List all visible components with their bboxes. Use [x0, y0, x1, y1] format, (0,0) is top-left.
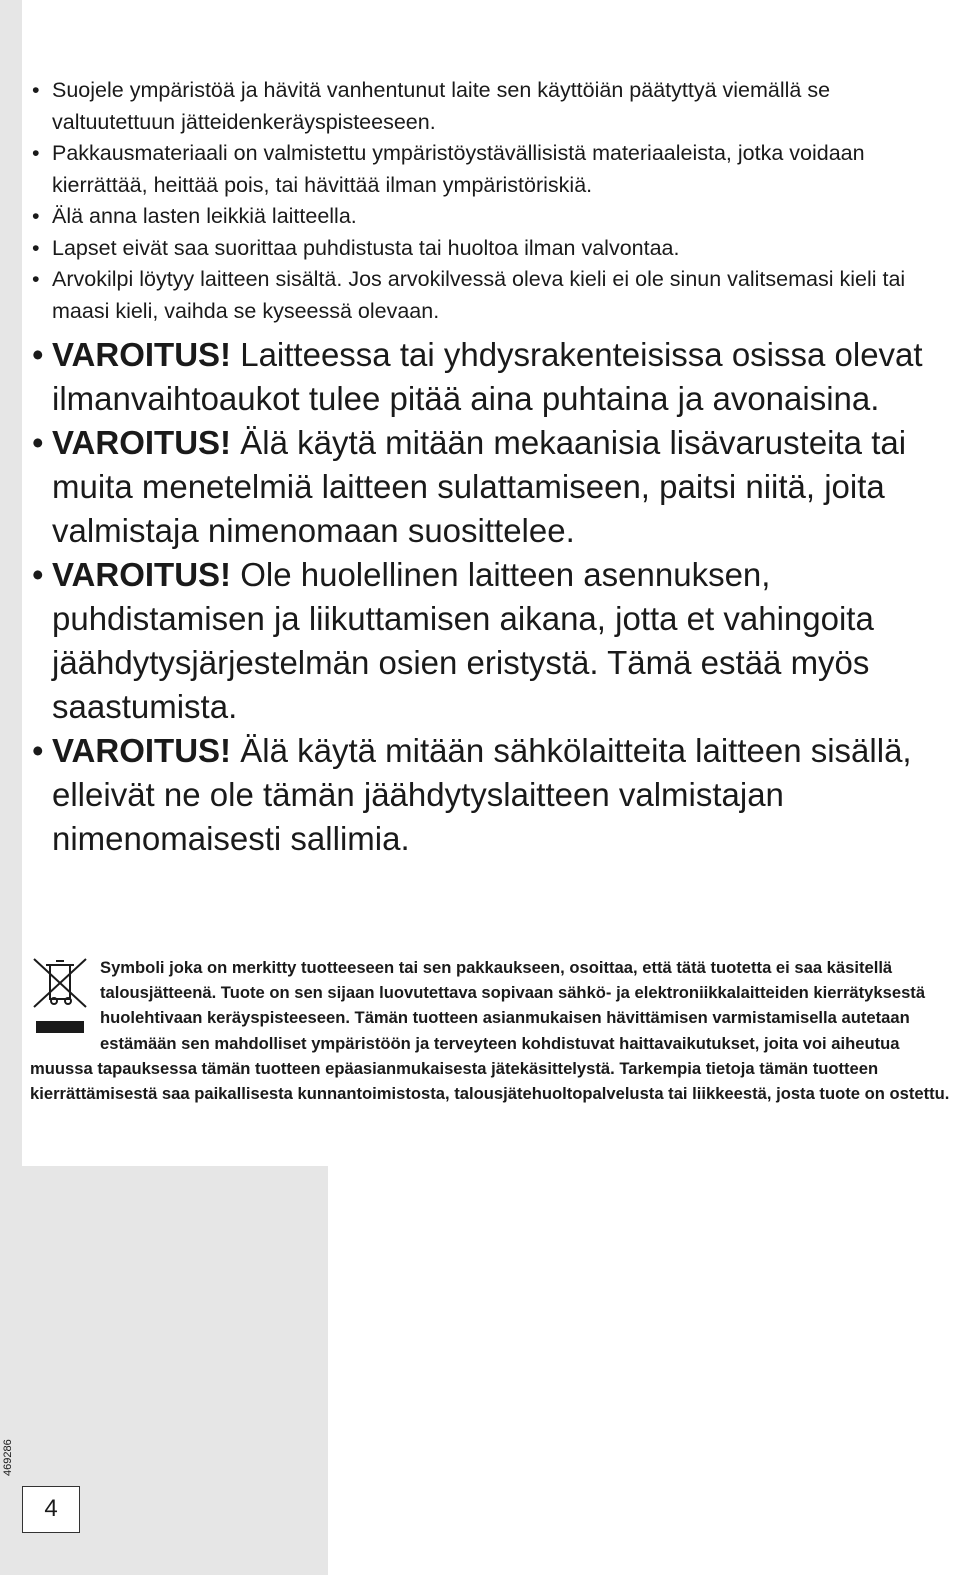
warning-item [32, 421, 958, 553]
warning-text: Laitteessa tai yhdysrakenteisissa osissa olevat ilmanvaihtoaukot tulee pitää aina puhtaina ja avonaisina. [52, 336, 923, 417]
warning-item [32, 553, 958, 729]
list-item [32, 138, 958, 201]
list-item [32, 201, 958, 233]
warning-label: VAROITUS! [52, 556, 232, 593]
warning-text: Älä käytä mitään mekaanisia lisävarusteita tai muita menetelmiä laitteen sulattamiseen, paitsi niitä, joita valmistaja nimenomaan suosittelee. [52, 424, 907, 549]
weee-notice [30, 955, 960, 1106]
warning-label: VAROITUS! [52, 424, 232, 461]
list-item-text: Arvokilpi löytyy laitteen sisältä. Jos arvokilvessä oleva kieli ei ole sinun valitsemasi kieli tai maasi kieli, vaihda se kyseessä olevaan. [52, 267, 906, 323]
warning-label: VAROITUS! [52, 336, 232, 373]
page-number: 4 [22, 1486, 80, 1533]
page-content [22, 0, 960, 1166]
warning-text: Ole huolellinen laitteen asennuksen, puhdistamisen ja liikuttamisen aikana, jotta et vahingoita jäähdytysjärjestelmän osien eristystä. Tämä estää myös saastumista. [52, 556, 874, 725]
warning-item [32, 333, 958, 421]
list-item [32, 75, 958, 138]
list-item-text: Suojele ympäristöä ja hävitä vanhentunut laite sen käyttöiän päätyttyä viemällä se valtuutettuun jätteidenkeräyspisteeseen. [52, 78, 831, 134]
list-item-text: Älä anna lasten leikkiä laitteella. [52, 204, 357, 228]
list-item-text: Lapset eivät saa suorittaa puhdistusta tai huoltoa ilman valvontaa. [52, 235, 680, 260]
warning-item [32, 729, 958, 861]
list-item [32, 233, 958, 265]
warning-text: Älä käytä mitään sähkölaitteita laitteen sisällä, elleivät ne ole tämän jäähdytyslaitteen valmistajan nimenomaisesti sallimia. [52, 732, 912, 857]
safety-list [32, 75, 958, 861]
list-item [32, 264, 958, 327]
crossed-out-wheelie-bin-icon [30, 955, 92, 1041]
document-code: 469286 [2, 1439, 14, 1476]
weee-text: Symboli joka on merkitty tuotteeseen tai sen pakkaukseen, osoittaa, että tätä tuotetta ei saa käsitellä talousjätteenä. Tuote on sen sijaan luovutettava sopivaan sähkö- ja elektroniikkalaitteiden kierrätyksestä huolehtivaan keräyspisteeseen. Tämän tuotteen asianmukaisen hävittämisen varmistamisella autetaan estämään sen mahdolliset ympäristöön ja terveyteen kohdistuvat haittavaikutukset, joita voi aiheutua muussa tapauksessa tämän tuotteen epäasianmukaisesta jätekäsittelystä. Tarkempia tietoja tämän tuotteen kierrättämisestä saa paikallisesta kunnantoimistosta, talousjätehuoltopalvelusta tai liikkeestä, josta tuote on ostettu. [30, 958, 950, 1104]
warning-label: VAROITUS! [52, 732, 232, 769]
list-item-text: Pakkausmateriaali on valmistettu ympäristöystävällisistä materiaaleista, jotka voidaan kierrättää, heittää pois, tai hävittää ilman ympäristöriskiä. [52, 141, 865, 197]
